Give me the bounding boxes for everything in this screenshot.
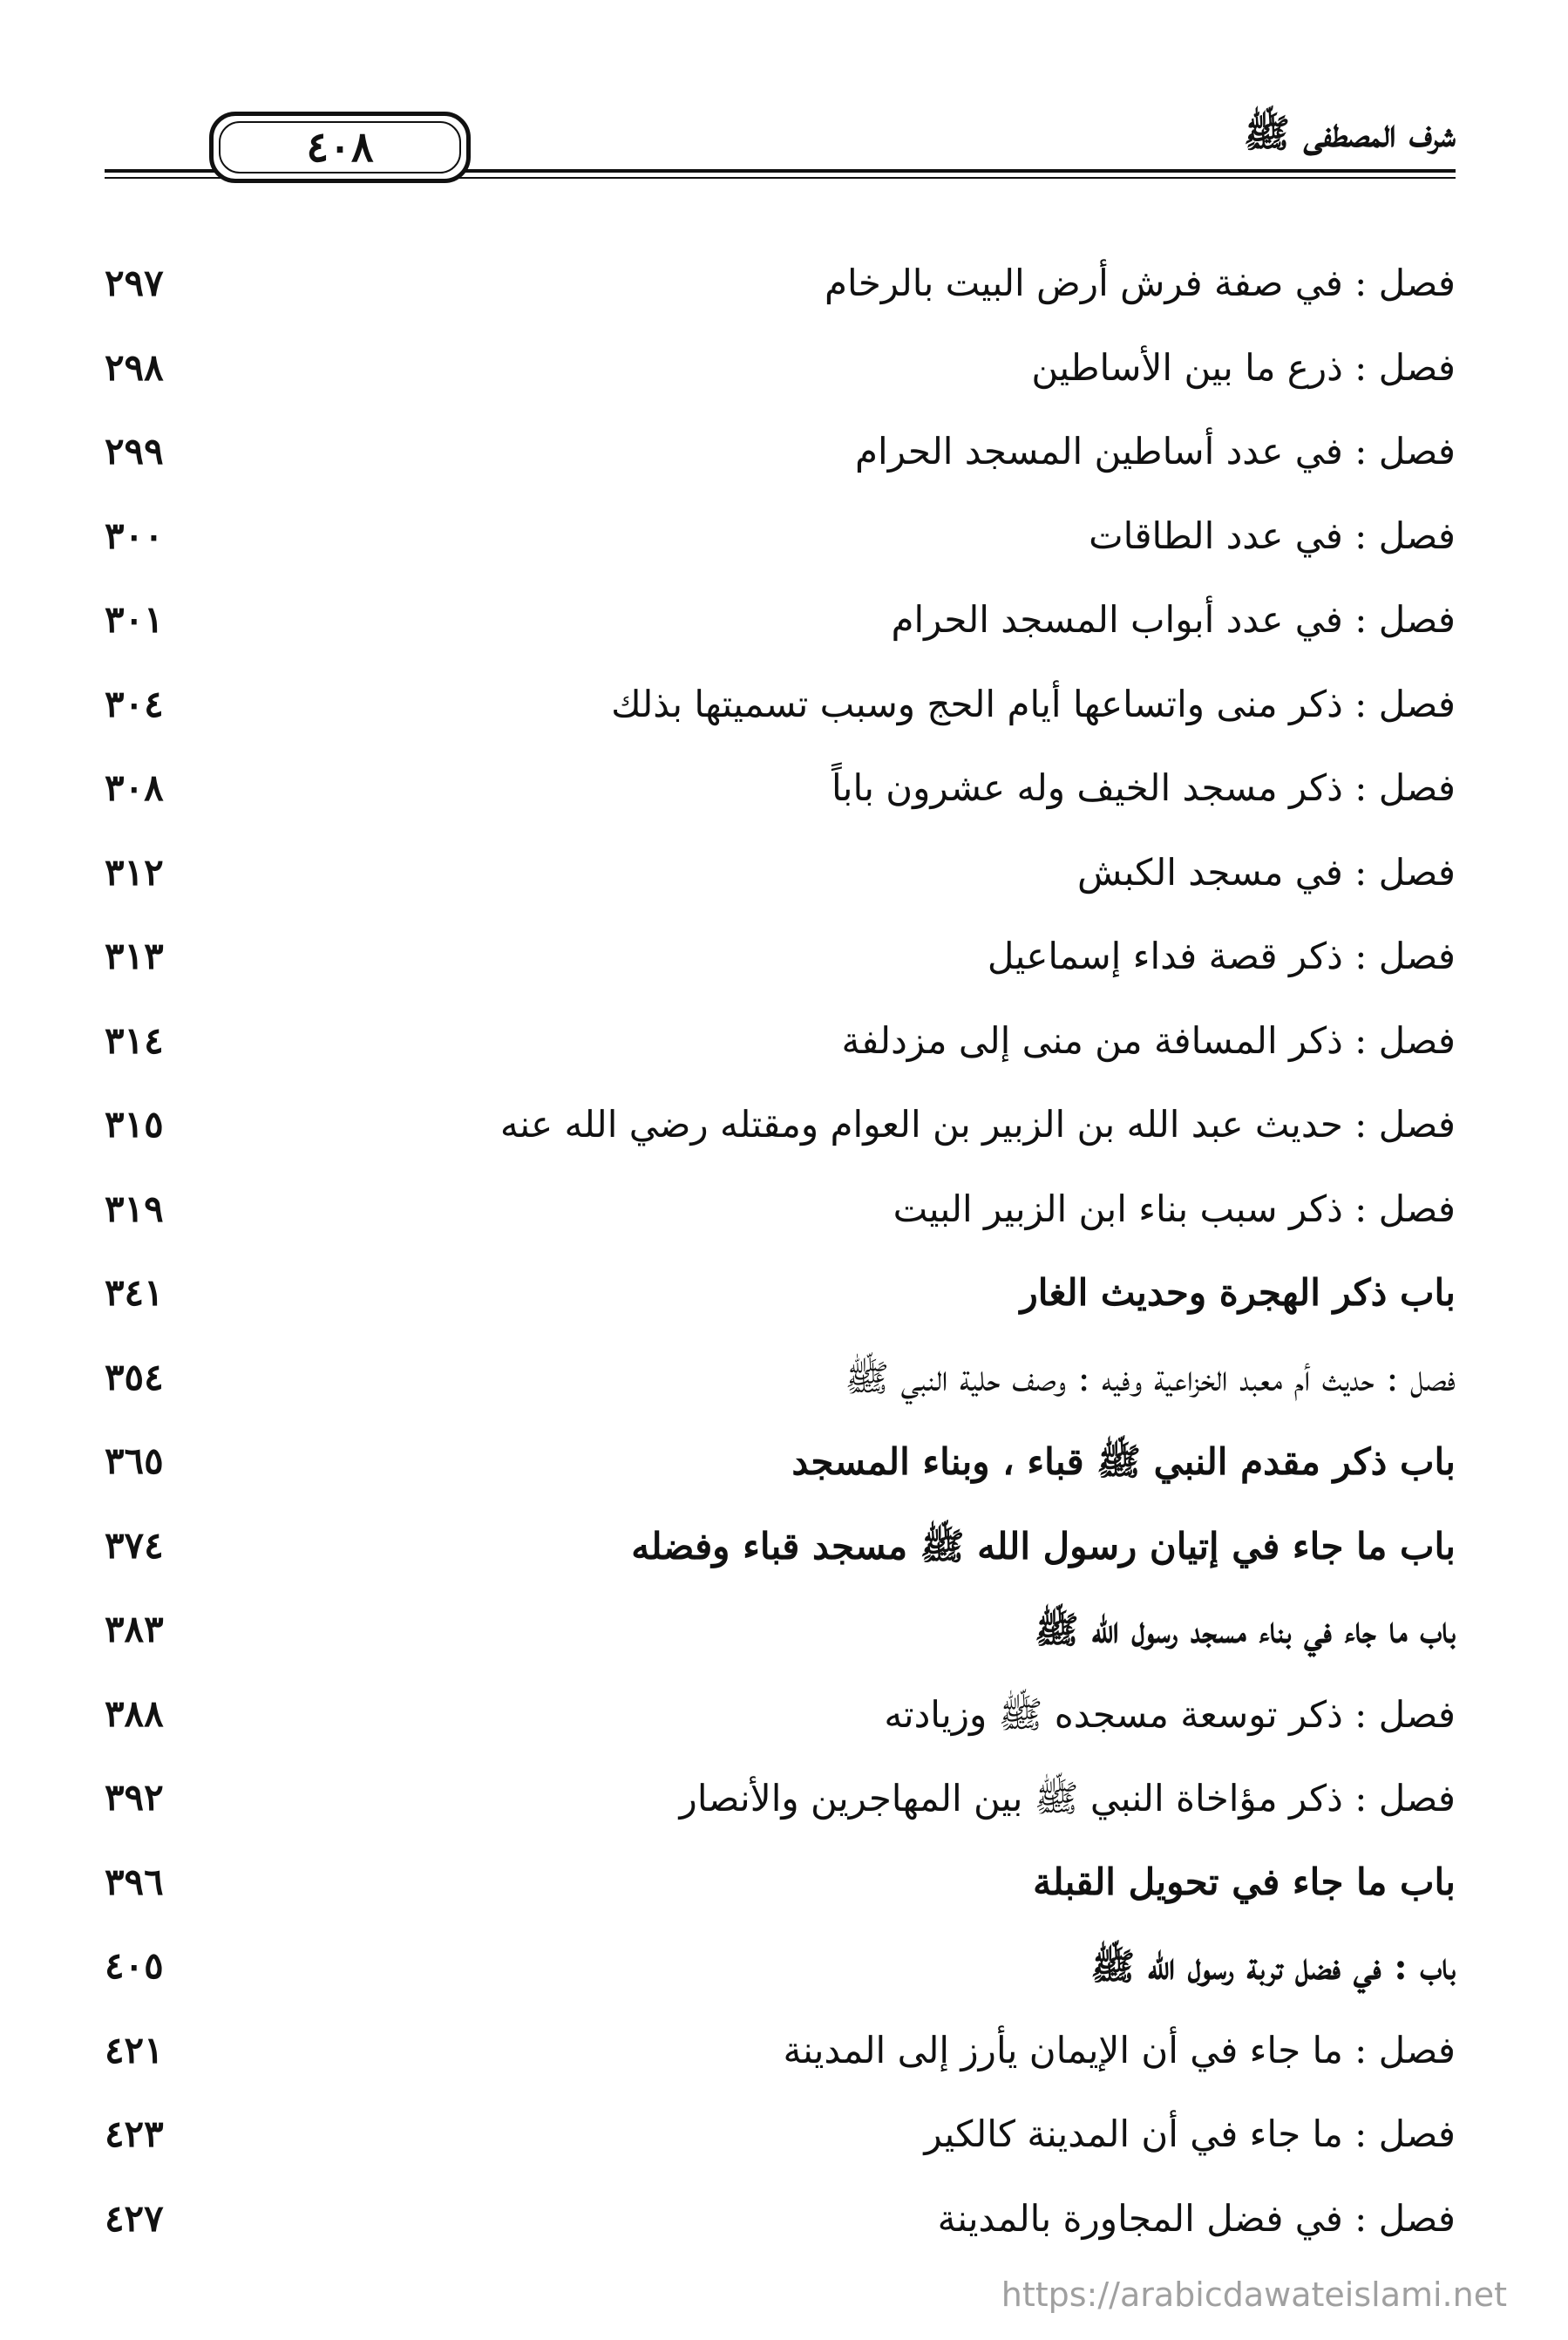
toc-entry-page: ٢٩٧ [105,262,164,304]
toc-entry [105,1758,1456,1843]
toc-entry-title: فصل : ما جاء في أن الإيمان يأرز إلى المدينة [783,2028,1456,2071]
toc-entry [105,329,1456,413]
toc-entry-title: فصل : ذكر المسافة من منى إلى مزدلفة [841,1018,1456,1062]
table-of-contents [105,244,1456,2263]
toc-entry-title: فصل : ذكر سبب بناء ابن الزبير البيت [893,1187,1456,1230]
toc-entry-page: ٣٩٦ [105,1860,164,1903]
toc-entry-title: باب ما جاء في بناء مسجد رسول الله ﷺ [1035,1609,1456,1651]
toc-entry [105,497,1456,582]
toc-entry [105,1843,1456,1928]
toc-entry [105,244,1456,329]
toc-entry-page: ٤٢١ [105,2028,164,2071]
toc-entry-page: ٣١٥ [105,1103,164,1146]
toc-entry-title: فصل : في عدد الطاقات [1089,514,1456,557]
toc-entry [105,1170,1456,1255]
toc-entry-page: ٣١٩ [105,1187,164,1230]
page-header [105,105,1456,192]
watermark-url: https://arabicdawateislami.net [1001,2275,1507,2314]
toc-entry [105,2011,1456,2096]
toc-entry-title: فصل : في فضل المجاورة بالمدينة [937,2196,1456,2240]
toc-entry [105,1507,1456,1591]
toc-entry-title: باب : في فضل تربة رسول الله ﷺ [1090,1945,1456,1988]
toc-entry [105,412,1456,497]
toc-entry-page: ٤٢٣ [105,2112,164,2155]
toc-entry-page: ٣٧٤ [105,1523,164,1567]
toc-entry-title: فصل : في عدد أساطين المسجد الحرام [855,430,1456,473]
toc-entry-page: ٣٠٨ [105,766,164,809]
toc-entry-page: ٣١٢ [105,850,164,894]
toc-entry-title: فصل : حديث عبد الله بن الزبير بن العوام ومقتله رضي الله عنه [499,1103,1456,1146]
toc-entry-title: فصل : ذكر مسجد الخيف وله عشرون باباً [831,766,1456,809]
toc-entry-page: ٣٨٨ [105,1691,164,1735]
toc-entry [105,1422,1456,1507]
toc-entry-title: فصل : ذرع ما بين الأساطين [1031,345,1456,389]
toc-entry-page: ٣٠١ [105,598,164,641]
toc-entry-title: فصل : ما جاء في أن المدينة كالكير [924,2112,1456,2155]
toc-entry-title: فصل : حديث أم معبد الخزاعية وفيه : وصف حلية النبي ﷺ [845,1356,1456,1399]
toc-entry-page: ٣٠٠ [105,514,164,557]
toc-entry-title: فصل : في صفة فرش أرض البيت بالرخام [825,262,1456,304]
toc-entry [105,1590,1456,1675]
toc-entry [105,665,1456,750]
running-title: شرف المصطفى ﷺ [1243,112,1456,156]
toc-entry-title: فصل : ذكر قصة فداء إسماعيل [987,935,1456,977]
toc-entry-title: فصل : ذكر توسعة مسجده ﷺ وزيادته [884,1692,1456,1736]
toc-entry-page: ٣٥٤ [105,1355,164,1398]
toc-entry [105,1254,1456,1338]
toc-entry-title: باب ما جاء في إتيان رسول الله ﷺ مسجد قباء وفضله [631,1524,1456,1568]
toc-entry [105,1675,1456,1759]
toc-entry [105,581,1456,665]
toc-entry [105,1002,1456,1086]
toc-entry [105,917,1456,1002]
toc-entry-page: ٢٩٨ [105,345,164,389]
toc-entry [105,833,1456,918]
toc-entry [105,749,1456,833]
toc-entry-page: ٣٨٣ [105,1608,164,1650]
toc-entry [105,1085,1456,1170]
toc-entry-title: باب ذكر الهجرة وحديث الغار [1020,1271,1456,1314]
page-number-frame [209,112,471,183]
toc-entry-page: ٣٤١ [105,1271,164,1314]
toc-entry-page: ٣٦٥ [105,1439,164,1482]
toc-entry-title: فصل : ذكر منى واتساعها أيام الحج وسبب تسميتها بذلك [611,682,1456,725]
toc-entry-page: ٤٠٥ [105,1944,164,1987]
toc-entry-page: ٣١٣ [105,935,164,977]
toc-entry-title: باب ما جاء في تحويل القبلة [1033,1860,1456,1903]
toc-entry-title: فصل : في مسجد الكبش [1077,850,1456,894]
toc-entry-title: باب ذكر مقدم النبي ﷺ قباء ، وبناء المسجد [791,1440,1456,1483]
toc-entry-page: ٣٩٢ [105,1776,164,1819]
toc-entry-page: ٣٠٤ [105,682,164,725]
toc-entry [105,2180,1456,2264]
toc-entry-title: فصل : في عدد أبواب المسجد الحرام [891,598,1456,641]
toc-entry [105,1338,1456,1423]
page-number: ٤٠٨ [306,123,374,172]
toc-entry [105,1927,1456,2011]
toc-entry [105,2095,1456,2180]
toc-entry-page: ٣١٤ [105,1018,164,1062]
toc-entry-title: فصل : ذكر مؤاخاة النبي ﷺ بين المهاجرين والأنصار [679,1777,1456,1820]
toc-entry-page: ٢٩٩ [105,430,164,473]
toc-entry-page: ٤٢٧ [105,2196,164,2240]
